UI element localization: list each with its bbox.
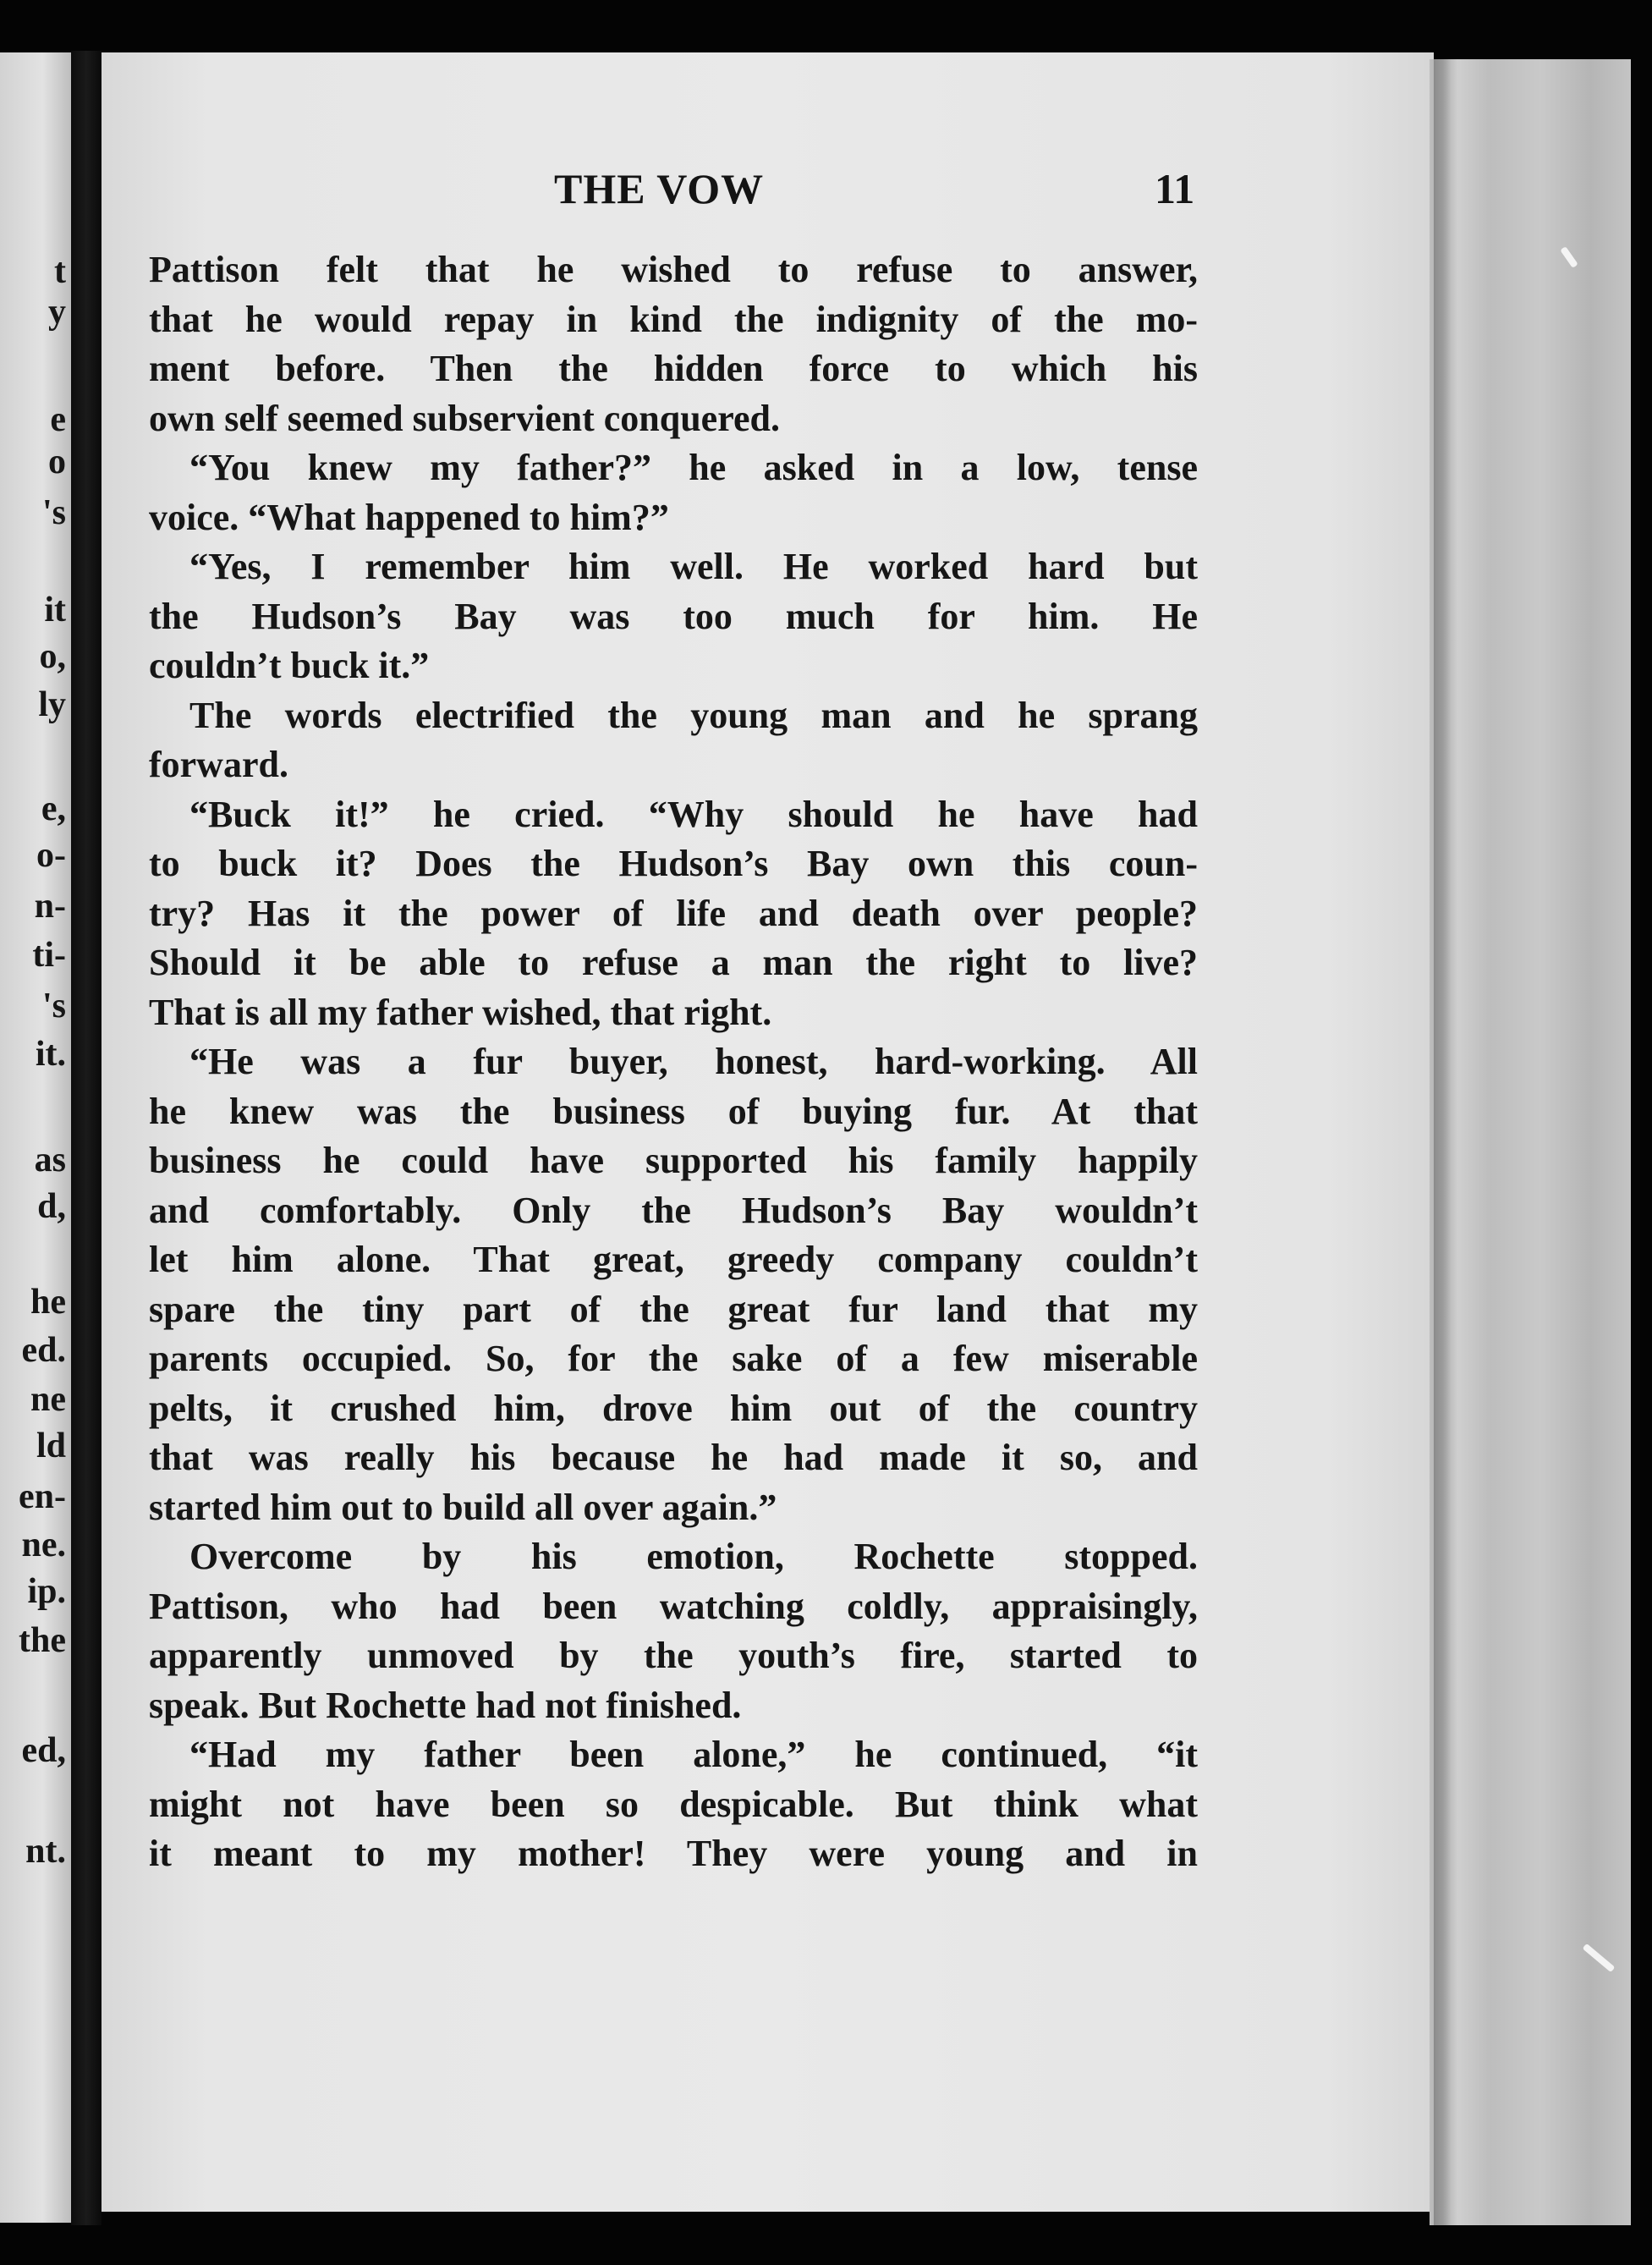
text-line: Pattison, who had been watching coldly, appraisingly, xyxy=(149,1585,1198,1627)
left-page-fragment: ly xyxy=(38,685,66,724)
text-line: let him alone. That great, greedy company couldn’t xyxy=(149,1239,1198,1280)
text-line: started him out to build all over again.” xyxy=(149,1486,777,1528)
text-line: pelts, it crushed him, drove him out of the country xyxy=(149,1387,1198,1429)
text-line: the Hudson’s Bay was too much for him. He xyxy=(149,595,1198,637)
left-page-fragment: d, xyxy=(37,1187,66,1226)
page-number: 11 xyxy=(1155,165,1195,212)
left-page-fragment: ed, xyxy=(21,1731,66,1770)
text-line: business he could have supported his family happily xyxy=(149,1140,1198,1181)
left-page-fragment: e xyxy=(50,400,66,439)
text-line: might not have been so despicable. But think what xyxy=(149,1783,1198,1825)
text-line: try? Has it the power of life and death over people? xyxy=(149,892,1198,934)
text-line: voice. “What happened to him?” xyxy=(149,496,669,538)
left-page-fragment: t xyxy=(54,252,66,291)
text-line: “You knew my father?” he asked in a low, tense xyxy=(189,447,1198,488)
left-page-fragment: ti- xyxy=(32,936,66,975)
left-page-fragment: nt. xyxy=(25,1832,66,1871)
text-line: forward. xyxy=(149,744,288,785)
left-page-fragment: he xyxy=(30,1283,66,1322)
left-page-fragment: o- xyxy=(36,836,66,875)
text-line: and comfortably. Only the Hudson’s Bay wouldn’t xyxy=(149,1189,1198,1231)
text-line: Should it be able to refuse a man the right to live? xyxy=(149,942,1198,983)
text-line: “Yes, I remember him well. He worked hard but xyxy=(189,546,1198,587)
left-page-fragment: it xyxy=(44,591,66,629)
text-line: Overcome by his emotion, Rochette stopped. xyxy=(189,1536,1198,1577)
text-line: ment before. Then the hidden force to which his xyxy=(149,348,1198,389)
page-edges-shadow xyxy=(1434,59,1451,2225)
text-line: it meant to my mother! They were young and in xyxy=(149,1833,1198,1874)
body-text xyxy=(149,245,1198,1879)
left-page-fragment: 's xyxy=(41,987,66,1025)
left-page-fragment: n- xyxy=(34,887,66,926)
text-line: “Had my father been alone,” he continued, “it xyxy=(189,1734,1198,1775)
left-page-fragment: ed. xyxy=(21,1331,66,1370)
text-line: “He was a fur buyer, honest, hard-working. All xyxy=(189,1041,1198,1082)
left-page-fragment: as xyxy=(34,1141,66,1179)
left-page-fragment: ld xyxy=(36,1427,66,1465)
text-line: That is all my father wished, that right. xyxy=(149,991,772,1033)
left-page-fragment: the xyxy=(19,1621,66,1660)
left-page-fragment: e, xyxy=(41,789,66,828)
text-line: to buck it? Does the Hudson’s Bay own this coun- xyxy=(149,843,1198,884)
left-page-fragment: ne xyxy=(30,1380,66,1419)
page-edges xyxy=(1430,59,1631,2225)
text-line: own self seemed subservient conquered. xyxy=(149,397,780,439)
text-line: spare the tiny part of the great fur land that my xyxy=(149,1288,1198,1330)
book-gutter xyxy=(71,51,102,2225)
left-page-fragment: ip. xyxy=(27,1572,66,1611)
left-page-edge xyxy=(0,52,71,2223)
left-page-fragment: o, xyxy=(39,637,66,676)
text-line: The words electrified the young man and he sprang xyxy=(189,694,1198,736)
text-line: “Buck it!” he cried. “Why should he have had xyxy=(189,793,1198,835)
left-page-fragment: ne. xyxy=(21,1526,66,1564)
left-page-fragment: it. xyxy=(35,1035,66,1074)
left-page-fragment: 's xyxy=(41,493,66,532)
text-line: apparently unmoved by the youth’s fire, started to xyxy=(149,1635,1198,1676)
text-line: couldn’t buck it.” xyxy=(149,645,430,686)
left-page-fragment: en- xyxy=(19,1477,66,1516)
text-line: that he would repay in kind the indignity of the mo- xyxy=(149,298,1198,340)
running-head xyxy=(102,164,1434,223)
text-line: that was really his because he had made it so, and xyxy=(149,1437,1198,1478)
left-page-fragment: y xyxy=(48,293,66,332)
text-line: Pattison felt that he wished to refuse to answer, xyxy=(149,249,1198,290)
text-line: parents occupied. So, for the sake of a few miserable xyxy=(149,1338,1198,1379)
running-title: THE VOW xyxy=(554,165,765,212)
left-page-fragment: o xyxy=(48,443,66,481)
text-line: he knew was the business of buying fur. At that xyxy=(149,1090,1198,1132)
text-line: speak. But Rochette had not finished. xyxy=(149,1684,742,1726)
